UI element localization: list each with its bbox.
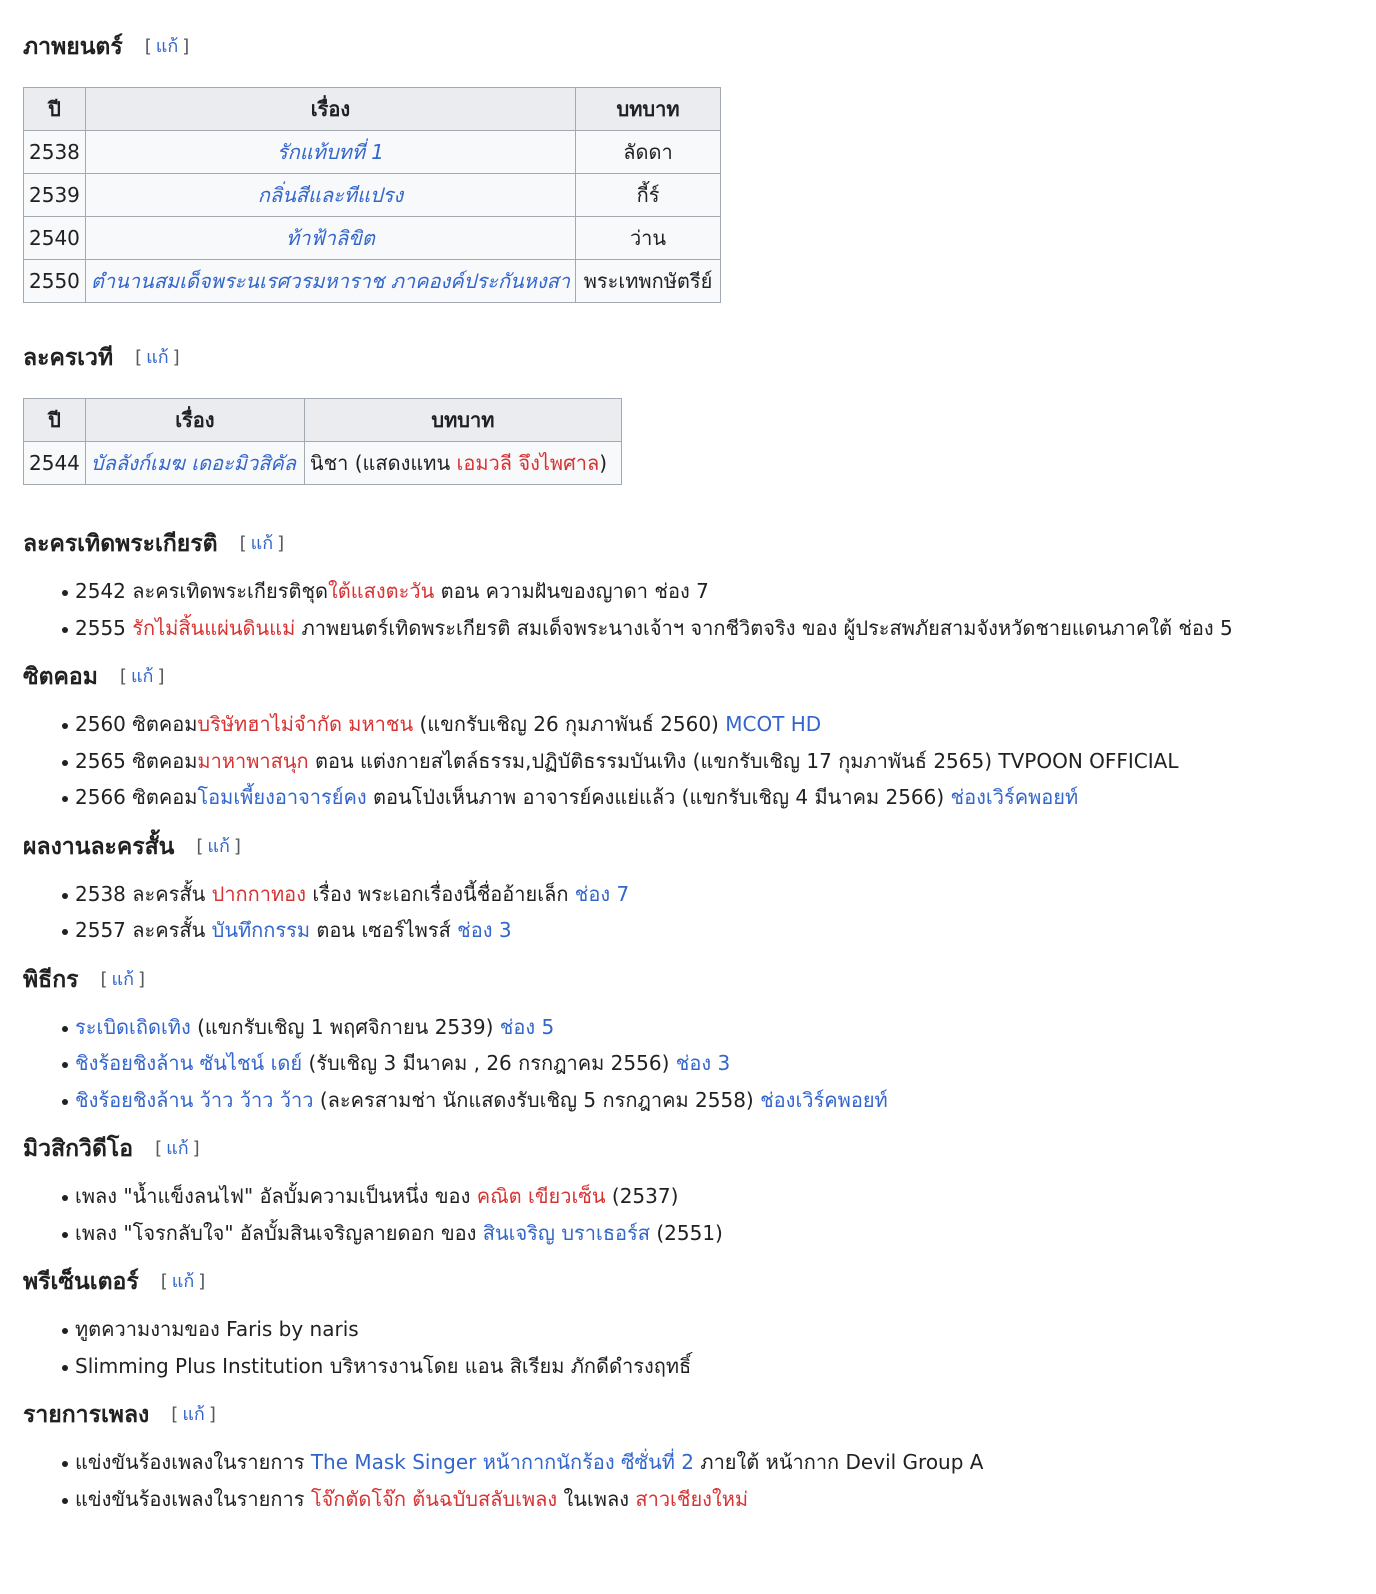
edit-section-films: [ แก้ ]	[144, 36, 190, 57]
royal-link[interactable]: ใต้แสงตะวัน	[328, 579, 435, 603]
stage-table	[23, 398, 622, 485]
mv-list	[23, 1178, 1363, 1251]
film-title-link[interactable]: รักแท้บทที่ 1	[276, 140, 384, 164]
heading-royal	[23, 519, 1363, 569]
table-row	[24, 217, 721, 260]
edit-section-host: [ แก้ ]	[100, 968, 146, 990]
edit-link-stage[interactable]: แก้	[146, 347, 169, 368]
list-item: ชิงร้อยชิงล้าน ว้าว ว้าว ว้าว (ละครสามช่า นักแสดงรับเชิญ 5 กรกฎาคม 2558) ช่องเวิร์คพอยท์	[75, 1082, 1363, 1119]
short-link[interactable]: ปากกาทอง	[211, 881, 306, 906]
edit-link-films[interactable]: แก้	[155, 36, 179, 57]
program-link[interactable]: The Mask Singer หน้ากากนักร้อง ซีซั่นที่ 2	[310, 1450, 695, 1474]
heading-stage-text: ละครเวที	[23, 345, 114, 371]
heading-mv	[23, 1124, 1363, 1174]
list-item: 2560 ซิตคอมบริษัทฮาไม่จำกัด มหาชน (แขกรับเชิญ 26 กุมภาพันธ์ 2560) MCOT HD	[75, 706, 1363, 743]
heading-mv-text: มิวสิกวิดีโอ	[23, 1136, 134, 1162]
sitcom-link[interactable]: บริษัทฮาไม่จำกัด มหาชน	[197, 712, 414, 736]
table-row	[24, 174, 721, 217]
edit-section-mv: [ แก้ ]	[155, 1138, 200, 1159]
films-table	[23, 87, 721, 303]
film-title-link[interactable]: ท้าฟ้าลิขิต	[286, 226, 375, 250]
list-item: ชิงร้อยชิงล้าน ซันไชน์ เดย์ (รับเชิญ 3 มีนาคม , 26 กรกฎาคม 2556) ช่อง 3	[75, 1045, 1363, 1082]
cell-year: 2538	[24, 131, 86, 174]
short-link[interactable]: บันทึกกรรม	[211, 918, 311, 942]
cell-role: นิชา (แสดงแทน เอมวลี จึงไพศาล)	[304, 442, 621, 485]
heading-films	[23, 22, 1363, 72]
table-row	[24, 442, 622, 485]
col-title: เรื่อง	[85, 399, 304, 442]
heading-stage	[23, 333, 1363, 383]
edit-section-royal: [ แก้ ]	[239, 533, 285, 554]
channel-link[interactable]: MCOT HD	[725, 712, 822, 736]
channel-link[interactable]: ช่อง 5	[499, 1014, 555, 1039]
edit-link-songs[interactable]: แก้	[182, 1404, 205, 1425]
table-row	[24, 260, 721, 303]
edit-link-sitcom[interactable]: แก้	[130, 666, 154, 687]
channel-link[interactable]: ช่อง 3	[457, 918, 512, 942]
heading-short	[23, 822, 1363, 872]
heading-short-text: ผลงานละครสั้น	[23, 833, 175, 860]
col-year: ปี	[24, 88, 86, 131]
channel-link[interactable]: ช่อง 7	[574, 881, 630, 906]
song-link[interactable]: สาวเชียงใหม่	[635, 1486, 749, 1511]
cell-year: 2544	[24, 442, 86, 485]
films-table-header	[24, 88, 721, 131]
list-item: 2542 ละครเทิดพระเกียรติชุดใต้แสงตะวัน ตอน ความฝันของญาดา ช่อง 7	[75, 573, 1363, 610]
royal-link[interactable]: รักไม่สิ้นแผ่นดินแม่	[132, 615, 296, 640]
col-role: บทบาท	[576, 88, 721, 131]
heading-films-text: ภาพยนตร์	[23, 34, 123, 60]
edit-link-mv[interactable]: แก้	[166, 1138, 189, 1159]
stage-title-link[interactable]: บัลลังก์เมฆ เดอะมิวสิคัล	[90, 451, 297, 475]
show-link[interactable]: ระเบิดเถิดเทิง	[75, 1014, 191, 1039]
edit-link-host[interactable]: แก้	[111, 968, 135, 990]
songs-list	[23, 1444, 1363, 1517]
sitcom-link[interactable]: มาหาพาสนุก	[197, 748, 309, 773]
royal-list	[23, 573, 1363, 646]
cell-role: พระเทพกษัตรีย์	[576, 260, 721, 303]
edit-section-short: [ แก้ ]	[196, 835, 241, 857]
channel-link[interactable]: ช่อง 3	[675, 1051, 731, 1075]
artist-link[interactable]: คณิต เขียวเซ็น	[476, 1184, 606, 1208]
sitcom-link[interactable]: โอมเพี้ยงอาจารย์คง	[197, 785, 367, 809]
list-item: 2538 ละครสั้น ปากกาทอง เรื่อง พระเอกเรื่องนี้ชื่ออ้ายเล็ก ช่อง 7	[75, 876, 1363, 913]
film-title-link[interactable]: ตำนานสมเด็จพระนเรศวรมหาราช ภาคองค์ประกันหงสา	[90, 269, 571, 293]
heading-host	[23, 955, 1363, 1005]
list-item: เพลง "โจรกลับใจ" อัลบั้มสินเจริญลายดอก ของ สินเจริญ บราเธอร์ส (2551)	[75, 1215, 1363, 1252]
heading-presenter-text: พรีเซ็นเตอร์	[23, 1269, 139, 1295]
list-item: ระเบิดเถิดเทิง (แขกรับเชิญ 1 พฤศจิกายน 2539) ช่อง 5	[75, 1009, 1363, 1046]
heading-presenter	[23, 1257, 1363, 1307]
list-item: 2566 ซิตคอมโอมเพี้ยงอาจารย์คง ตอนโป่งเห็นภาพ อาจารย์คงแย่แล้ว (แขกรับเชิญ 4 มีนาคม 2566) ช่องเวิร์คพอยท์	[75, 779, 1363, 816]
host-list	[23, 1009, 1363, 1119]
list-item: Slimming Plus Institution บริหารงานโดย แอน สิเรียม ภักดีดำรงฤทธิ์	[75, 1348, 1363, 1385]
list-item: แข่งขันร้องเพลงในรายการ The Mask Singer หน้ากากนักร้อง ซีซั่นที่ 2 ภายใต้ หน้ากาก Devil Group A	[75, 1444, 1363, 1481]
heading-songs-text: รายการเพลง	[23, 1402, 150, 1428]
col-year: ปี	[24, 399, 86, 442]
show-link[interactable]: ชิงร้อยชิงล้าน ซันไชน์ เดย์	[75, 1051, 303, 1075]
show-link[interactable]: ชิงร้อยชิงล้าน ว้าว ว้าว ว้าว	[75, 1087, 314, 1112]
actor-link[interactable]: เอมวลี จึงไพศาล	[456, 451, 600, 475]
list-item: ทูตความงามของ Faris by naris	[75, 1311, 1363, 1348]
film-title-link[interactable]: กลิ่นสีและทีแปรง	[257, 183, 404, 207]
list-item: 2555 รักไม่สิ้นแผ่นดินแม่ ภาพยนตร์เทิดพระเกียรติ สมเด็จพระนางเจ้าฯ จากชีวิตจริง ของ ผู้ประสพภัยสามจังหวัดชายแดนภาคใต้ ช่อง 5	[75, 610, 1363, 647]
edit-link-presenter[interactable]: แก้	[171, 1271, 195, 1292]
cell-year: 2540	[24, 217, 86, 260]
channel-link[interactable]: ช่องเวิร์คพอยท์	[760, 1087, 888, 1112]
edit-section-presenter: [ แก้ ]	[160, 1271, 206, 1292]
artist-link[interactable]: สินเจริญ บราเธอร์ส	[482, 1220, 650, 1245]
table-row	[24, 131, 721, 174]
heading-sitcom-text: ซิตคอม	[23, 664, 98, 690]
edit-section-stage: [ แก้ ]	[135, 347, 180, 368]
edit-link-short[interactable]: แก้	[207, 835, 230, 857]
sitcom-list	[23, 706, 1363, 816]
program-link[interactable]: โจ๊กตัดโจ๊ก ต้นฉบับสลับเพลง	[310, 1486, 558, 1511]
list-item: แข่งขันร้องเพลงในรายการ โจ๊กตัดโจ๊ก ต้นฉบับสลับเพลง ในเพลง สาวเชียงใหม่	[75, 1481, 1363, 1518]
cell-year: 2550	[24, 260, 86, 303]
list-item: 2565 ซิตคอมมาหาพาสนุก ตอน แต่งกายสไตล์ธรรม,ปฏิบัติธรรมบันเทิง (แขกรับเชิญ 17 กุมภาพันธ์ 2565) TVPOON OFFICIAL	[75, 743, 1363, 780]
edit-link-royal[interactable]: แก้	[250, 533, 274, 554]
stage-table-header	[24, 399, 622, 442]
heading-songs	[23, 1390, 1363, 1440]
presenter-list	[23, 1311, 1363, 1384]
cell-role: กี้ร์	[576, 174, 721, 217]
list-item: 2557 ละครสั้น บันทึกกรรม ตอน เซอร์ไพรส์ ช่อง 3	[75, 912, 1363, 949]
col-title: เรื่อง	[85, 88, 575, 131]
short-list	[23, 876, 1363, 949]
edit-section-sitcom: [ แก้ ]	[119, 666, 165, 687]
cell-year: 2539	[24, 174, 86, 217]
edit-section-songs: [ แก้ ]	[171, 1404, 216, 1425]
cell-role: ลัดดา	[576, 131, 721, 174]
cell-role: ว่าน	[576, 217, 721, 260]
heading-host-text: พิธีกร	[23, 966, 79, 993]
col-role: บทบาท	[304, 399, 621, 442]
heading-royal-text: ละครเทิดพระเกียรติ	[23, 531, 218, 557]
list-item: เพลง "น้ำแข็งลนไฟ" อัลบั้มความเป็นหนึ่ง ของ คณิต เขียวเซ็น (2537)	[75, 1178, 1363, 1215]
channel-link[interactable]: ช่องเวิร์คพอยท์	[950, 785, 1079, 809]
heading-sitcom	[23, 652, 1363, 702]
